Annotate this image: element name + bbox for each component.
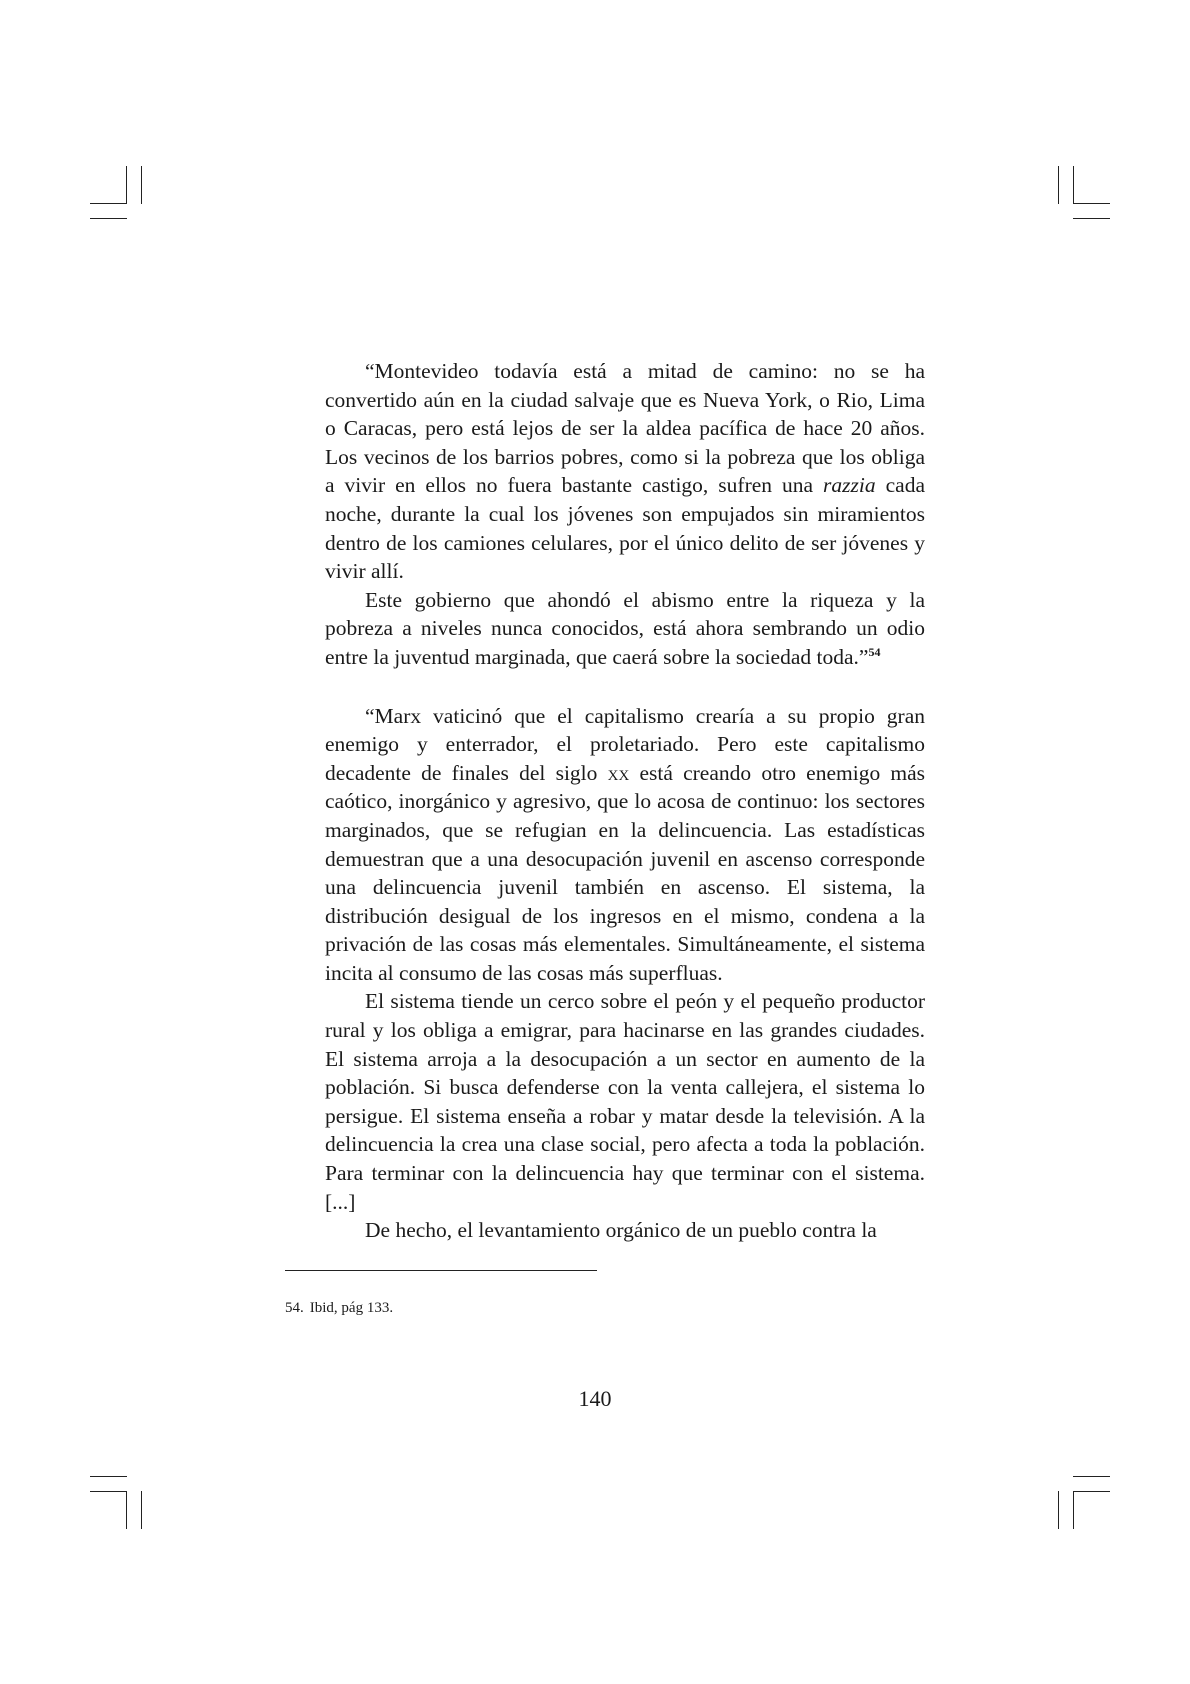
paragraph-1-text: “Montevideo todavía está a mitad de camino: no se ha convertido aún en la ciudad salvaje que es Nueva York, o Rio, Lima o Caracas, pero está lejos de ser la aldea pacífica de hace 20 años. Los vecinos de los barrios pobres, como si la pobreza que los obliga a vivir en ellos no fuera bastante castigo, sufren una (325, 359, 925, 498)
body-text (325, 357, 925, 1245)
footnote-reference[interactable]: 54 (868, 644, 881, 659)
section-gap (325, 672, 925, 702)
paragraph-2 (325, 586, 925, 672)
footnote-text: Ibid, pág 133. (309, 1300, 394, 1316)
paragraph-3-text-end: está creando otro enemigo más caótico, inorgánico y agresivo, que lo acosa de continuo: los sectores marginados, que se refugian en la delincuencia. Las estadísticas demuestran que a una desocupación juvenil en ascenso corresponde una delincuencia juvenil también en ascenso. El sistema, la distribución desigual de los ingresos en el mismo, condena a la privación de las cosas más elementales. Simultáneamente, el sistema incita al consumo de las cosas más superfluas. (325, 760, 926, 985)
crop-mark (90, 218, 127, 219)
footnote-number: 54. (285, 1300, 304, 1316)
crop-mark (90, 203, 127, 204)
page-number: 140 (578, 1386, 612, 1411)
crop-mark (1073, 203, 1110, 204)
footnote-divider (285, 1270, 597, 1271)
paragraph-5: De hecho, el levantamiento orgánico de un pueblo contra la (365, 1218, 877, 1243)
crop-mark (1058, 1491, 1059, 1529)
crop-mark (126, 166, 127, 204)
footnote (285, 1298, 393, 1318)
paragraph-3 (325, 702, 925, 988)
crop-mark (1073, 1491, 1110, 1492)
crop-mark (1058, 166, 1059, 204)
crop-mark (141, 166, 142, 204)
paragraph-1-text-end: cada noche, durante la cual los jóvenes son empujados sin miramientos dentro de los camiones celulares, por el único delito de ser jóvenes y vivir allí. (325, 473, 925, 584)
paragraph-1 (325, 357, 925, 586)
crop-mark (1073, 218, 1110, 219)
crop-mark (1073, 1491, 1074, 1529)
crop-mark (90, 1476, 127, 1477)
crop-mark (1073, 166, 1074, 204)
crop-mark (126, 1491, 127, 1529)
paragraph-4: El sistema tiende un cerco sobre el peón y el pequeño productor rural y los obliga a emigrar, para hacinarse en las grandes ciudades. El sistema arroja a la desocupación a un sector en aumento de la población. Si busca defenderse con la venta callejera, el sistema lo persigue. El sistema enseña a robar y matar desde la televisión. A la delincuencia la crea una clase social, pero afecta a toda la población. Para terminar con la delincuencia hay que terminar con el sistema. [...] (325, 989, 925, 1214)
paragraph-3-text: “Marx vaticinó que el capitalismo crearía a su propio gran enemigo y enterrador, el proletariado. Pero este capitalismo decadente de finales del siglo (325, 703, 925, 785)
crop-mark (90, 1491, 127, 1492)
paragraph-2-text: Este gobierno que ahondó el abismo entre la riqueza y la pobreza a niveles nunca conocidos, está ahora sembrando un odio entre la juventud marginada, que caerá sobre la sociedad toda.” (325, 587, 925, 669)
crop-mark (1073, 1476, 1110, 1477)
century-numeral: xx (607, 760, 630, 785)
crop-mark (141, 1491, 142, 1529)
italic-term: razzia (823, 473, 876, 498)
